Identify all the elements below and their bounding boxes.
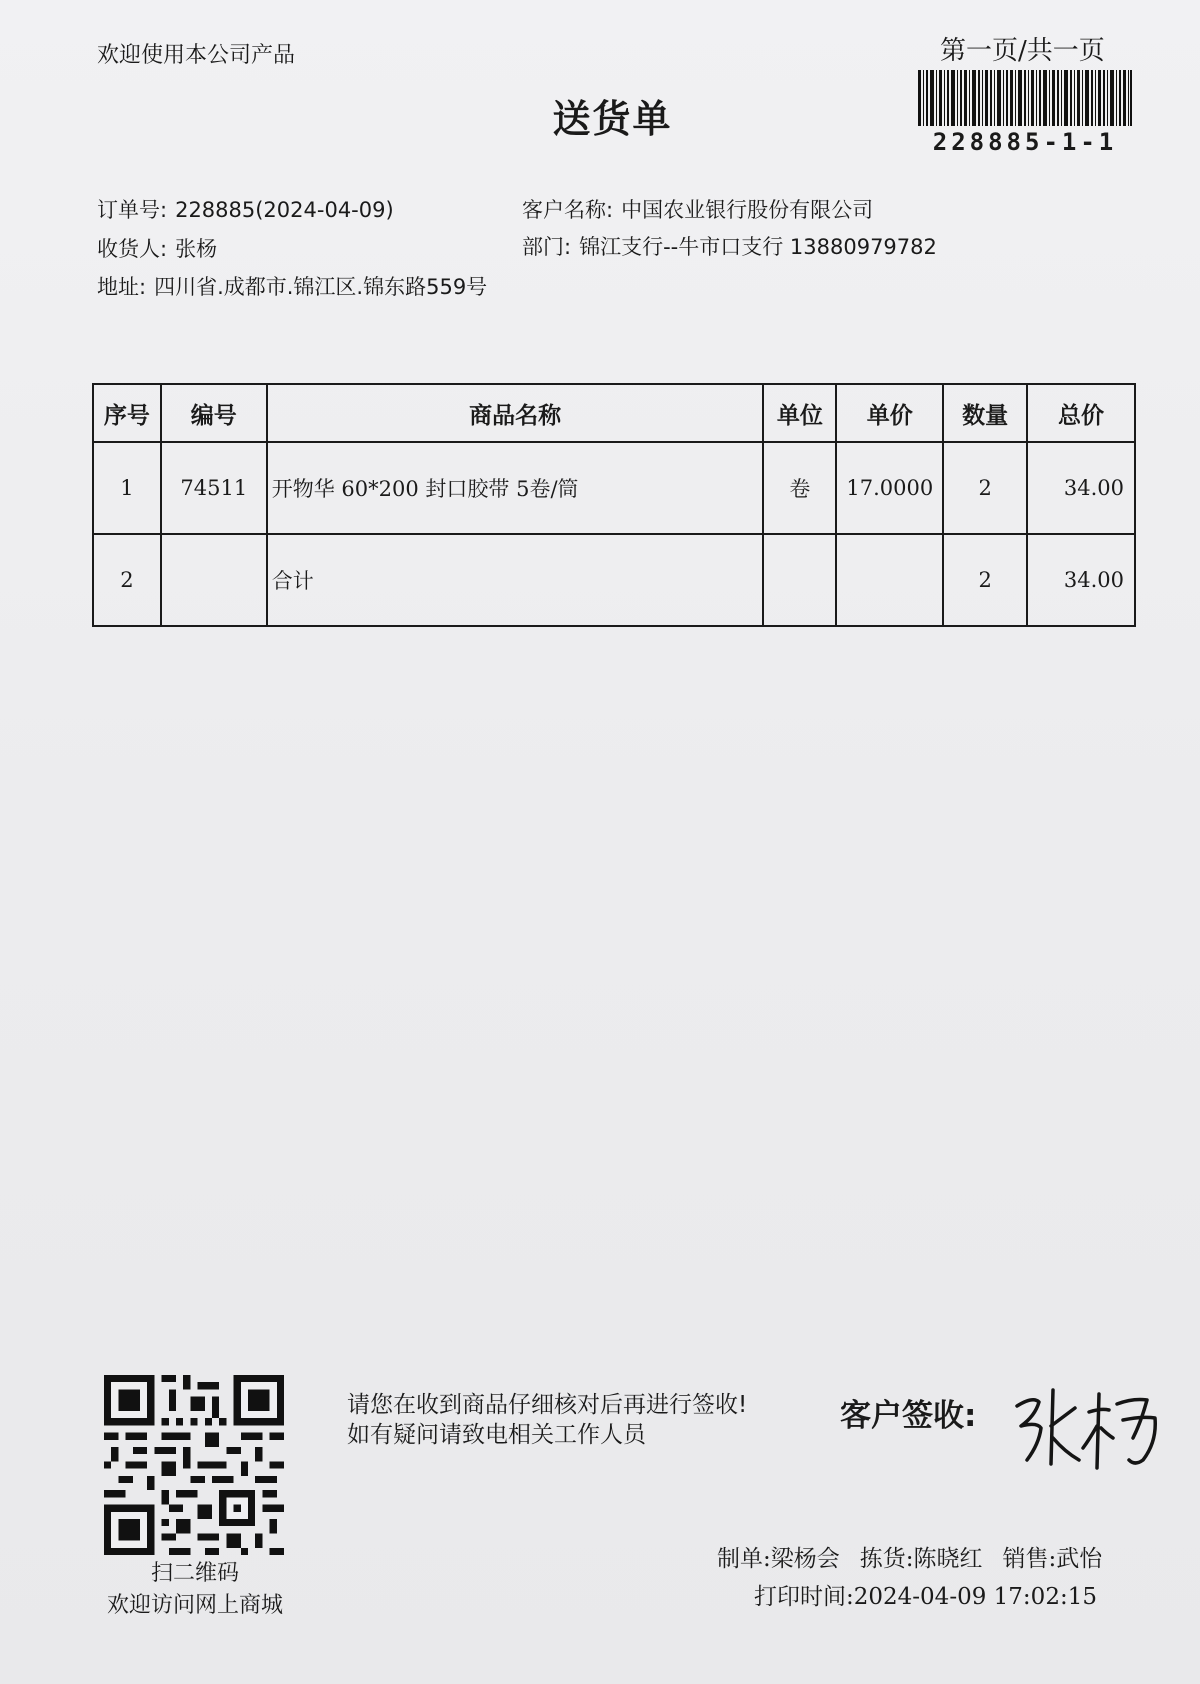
qr-caption-line1: 扫二维码 [150,1561,239,1586]
header-unit: 单位 [763,384,836,442]
address [97,271,487,301]
cell-product-name: 合计 [267,534,764,626]
table-row [93,534,1135,626]
order-label: 订单号: [97,198,168,222]
cell-product-name: 开物华 60*200 封口胶带 5卷/筒 [267,442,764,534]
cell-seq: 2 [93,534,161,626]
header-quantity: 数量 [943,384,1027,442]
customer-label: 客户名称: [522,198,614,222]
page-info: 第一页/共一页 [940,36,1105,66]
table-header-row [93,384,1135,442]
cell-total: 34.00 [1027,442,1135,534]
header-total: 总价 [1027,384,1135,442]
address-value: 四川省.成都市.锦江区.锦东路559号 [154,275,488,299]
cell-unit: 卷 [763,442,836,534]
department [522,231,937,261]
picker: 拣货:陈晓红 [859,1546,983,1572]
qr-caption-line2: 欢迎访问网上商城 [106,1593,283,1618]
print-time: 打印时间:2024-04-09 17:02:15 [754,1584,1097,1610]
items-table [92,383,1136,627]
slogan: 欢迎使用本公司产品 [97,43,296,68]
order-number [97,194,394,224]
cell-code [161,534,267,626]
customer-sign-label: 客户签收: [840,1398,977,1434]
dept-value: 锦江支行--牛市口支行 13880979782 [579,235,937,259]
table-row [93,442,1135,534]
maker: 制单:梁杨会 [717,1546,840,1572]
header-seq: 序号 [93,384,161,442]
header-unit-price: 单价 [836,384,943,442]
signature [1005,1368,1170,1478]
order-value: 228885(2024-04-09) [175,198,394,222]
cell-unit-price [836,534,943,626]
sales: 销售:武怡 [1002,1546,1103,1572]
customer-name [522,194,873,224]
cell-unit [763,534,836,626]
cell-quantity: 2 [943,442,1027,534]
receiver-value: 张杨 [175,237,218,261]
qr-caption [80,1558,310,1622]
qr-code [104,1375,284,1555]
page-title: 送货单 [552,97,673,141]
dept-label: 部门: [522,235,572,259]
address-label: 地址: [97,275,147,299]
header-code: 编号 [161,384,267,442]
customer-value: 中国农业银行股份有限公司 [621,198,874,222]
cell-quantity: 2 [943,534,1027,626]
cell-total: 34.00 [1027,534,1135,626]
receiver-label: 收货人: [97,237,168,261]
cell-code: 74511 [161,442,267,534]
header-product-name: 商品名称 [267,384,764,442]
cell-seq: 1 [93,442,161,534]
notice-text: 请您在收到商品仔细核对后再进行签收!如有疑问请致电相关工作人员 [347,1392,748,1448]
barcode-number: 228885-1-1 [932,128,1118,156]
staff-line [717,1540,1102,1573]
cell-unit-price: 17.0000 [836,442,943,534]
receiver [97,233,217,263]
